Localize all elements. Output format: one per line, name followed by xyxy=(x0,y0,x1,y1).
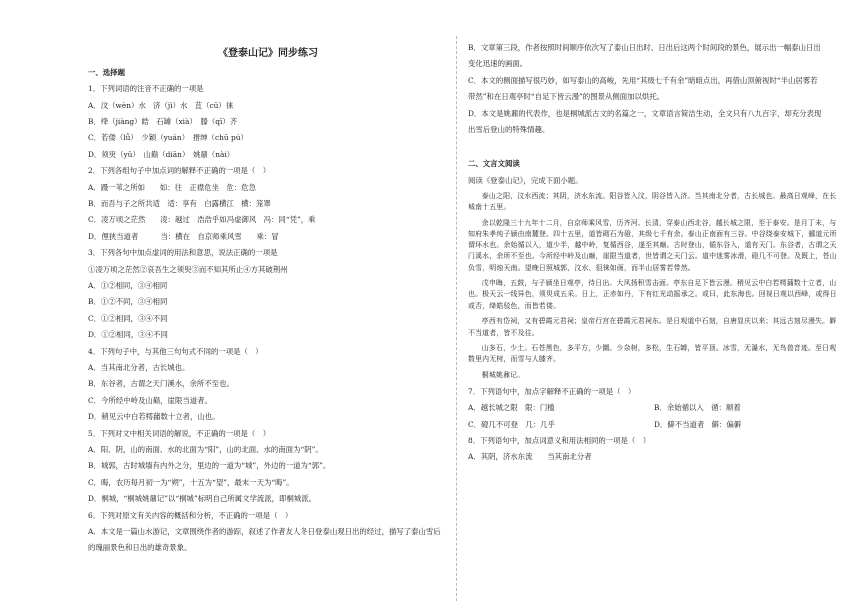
question-4: 4．下列句子中，与其他三句句式不同的一项是（ ） xyxy=(88,346,263,356)
option: D．俚狭当道者 当：横在 自京师乘风雪 乘：冒 xyxy=(88,231,279,241)
document-title: 《登泰山记》同步练习 xyxy=(218,48,318,59)
section-heading-reading: 二、文言文阅读 xyxy=(468,159,520,169)
option: A．越长城之限 限：门槛 xyxy=(468,403,555,413)
option: B．绛（jiàng）皓 石罅（xià） 滕（qī）齐 xyxy=(88,116,238,126)
option: A．当其南北分者，古长城也。 xyxy=(88,363,190,373)
option: C．凌万顷之茫然 凌：越过 浩浩乎如冯虚御风 冯：同“凭”，乘 xyxy=(88,215,316,225)
passage-paragraph: 山多石，少土。石苍黑色，多平方，少圜。少杂树，多松，生石罅，皆平顶。冰雪，无瀑水，无鸟兽音迹。至日观数里内无树，而雪与人膝齐。 xyxy=(468,344,837,364)
option-row xyxy=(468,419,840,430)
option: D．①②相同，③④不同 xyxy=(88,330,168,340)
passage-paragraph: 泰山之阳，汶水西流；其阴，济水东流。阳谷皆入汶，阴谷皆入济。当其南北分者，古长城也。最高日观峰，在长城南十五里。 xyxy=(468,191,837,212)
question-7: 7．下列语句中，加点字解释不正确的一项是（ ） xyxy=(468,386,636,396)
option: C．磴几不可登 几：几乎 xyxy=(468,419,555,429)
option: A．本文是一篇山水游记，文章围绕作者的游踪，叙述了作者友人冬日登泰山观日出的经过，描写了泰山雪后 xyxy=(88,527,441,537)
option: A．①②相同，③④相同 xyxy=(88,280,168,290)
option: D．本文是姚鼐的代表作，也是桐城派古文的名篇之一，文章语言简洁生动，全文只有八九百字，却充分表现 xyxy=(468,108,822,118)
option: A．汶（wèn）水 济（jì）水 苴（cū）徕 xyxy=(88,100,234,110)
question-3-sub: ①凌万顷之茫然②哀吾生之须臾③而不知其所止④方其破荆州 xyxy=(88,264,288,274)
option: B．文章第三段，作者按照时间顺序依次写了泰山日出时、日出后这两个时间段的景色，展示出一幅泰山日出 xyxy=(468,43,821,52)
option: B．而吾与子之所共适 适：享有 白露横江 横：笼罩 xyxy=(88,198,271,208)
column-divider xyxy=(456,36,457,601)
option: A．蹑一苇之所如 如：往 正襟危坐 危：危急 xyxy=(88,182,256,192)
question-6: 6．下列对原文有关内容的概括和分析，不正确的一项是（ ） xyxy=(88,510,293,520)
option: C．本文的侧面描写很巧妙，如写泰山的高峻，先用“其级七千有余”暗暗点出，再借山顶俯视时“半山居雾若 xyxy=(468,75,818,85)
left-column xyxy=(88,46,448,559)
option: A．其阴，济水东流 当其南北分者 xyxy=(468,452,592,462)
question-2: 2．下列各组句子中加点词的解释不正确的一项是（ ） xyxy=(88,166,271,176)
question-8: 8．下列语句中，加点词意义和用法相同的一项是（ ） xyxy=(468,435,651,445)
question-1: 1．下列词语的注音不正确的一项是 xyxy=(88,84,204,94)
option: C．若偻（lǚ） 少颖（yuán） 搢绅（chū pú） xyxy=(88,133,248,143)
option: C．晦，农历每月初一为“朔”，十五为“望”，最末一天为“晦”。 xyxy=(88,477,294,487)
reading-intro: 阅读《登泰山记》，完成下面小题。 xyxy=(468,175,583,185)
passage-paragraph: 亭西有岱祠，又有碧霞元君祠；皇帝行宫在碧霞元君祠东。是日观道中石刻，自唐显庆以来；其远古刻尽漫失。僻不当道者，皆不及往。 xyxy=(468,317,837,337)
option-continued: 带然”和在日观亭时“自足下皆云漫”的图景从侧面加以烘托。 xyxy=(468,92,665,102)
option: D．僻不当道者 僻：偏僻 xyxy=(654,419,742,429)
option-continued: 的瑰丽景色和日出的雄奇景象。 xyxy=(88,543,192,553)
option: B．①②不同，③④相同 xyxy=(88,297,168,307)
question-5: 5．下列对文中相关词语的解说，不正确的一项是（ ） xyxy=(88,428,271,438)
passage-signature: 桐城姚鼐记。 xyxy=(481,371,525,380)
passage-paragraph: 戊申晦，五鼓，与子颍坐日观亭，待日出。大风扬积雪击面。亭东自足下皆云漫。稍见云中白若樗蒱数十立者，山也。极天云一线异色，须臾成五采。日上，正赤如丹，下有红光动摇承之。或曰，此东海也。回视日观以西峰，或得日或否，绛皓驳色，而皆若偻。 xyxy=(468,279,837,310)
option: A．阳、阴，山的南面、水的北面为“阳”，山的北面、水的南面为“阴”。 xyxy=(88,445,323,455)
passage-paragraph: 余以乾隆三十九年十二月，自京师乘风雪，历齐河、长清，穿泰山西北谷，越长城之限，至于泰安。是月丁未，与知府朱孝纯子颍由南麓登。四十五里，道皆砌石为磴，其级七千有余。泰山正南面有三谷。中谷绕泰安城下，郦道元所谓环水也。余始循以入，道少半，越中岭，复循西谷，遂至其巅。古时登山，循东谷入，道有天门。东谷者，古谓之天门溪水，余所不至也。今所经中岭及山巅，崖限当道者，世皆谓之天门云。道中迷雾冰滑，磴几不可登。及既上，苍山负雪，明烛天南。望晚日照城郭，汶水、徂徕如画，而半山居雾若带然。 xyxy=(468,218,837,272)
right-column xyxy=(468,42,840,468)
option: B．城郭，古时城墙有内外之分，里边的一道为“城”，外边的一道为“郭”。 xyxy=(88,461,331,471)
option: C．今所经中岭及山巅，崖限当道者。 xyxy=(88,395,212,405)
option-continued: 出雪后登山的特殊情趣。 xyxy=(468,125,550,135)
option: C．①②相同，③④不同 xyxy=(88,313,168,323)
option-continued: 变化迅速的画面。 xyxy=(468,59,528,69)
option: B．余始循以入 循：顺着 xyxy=(654,403,741,413)
option: D．稍见云中白若樗蒱数十立者，山也。 xyxy=(88,412,220,422)
reading-passage xyxy=(468,191,840,381)
option: B．东谷者，古谓之天门溪水，余所不至也。 xyxy=(88,379,234,389)
section-heading-choice: 一、选择题 xyxy=(88,68,125,77)
question-3: 3．下列各句中加点虚词的用法和意思，说法正确的一项是 xyxy=(88,248,278,258)
option-row xyxy=(468,402,840,413)
option: D．桐城，“桐城姚鼐记”以“桐城”标明自己所属文学流派，即桐城派。 xyxy=(88,494,316,504)
option: D．须臾（yǔ） 山巅（diān） 姚鼐（nài） xyxy=(88,149,235,159)
